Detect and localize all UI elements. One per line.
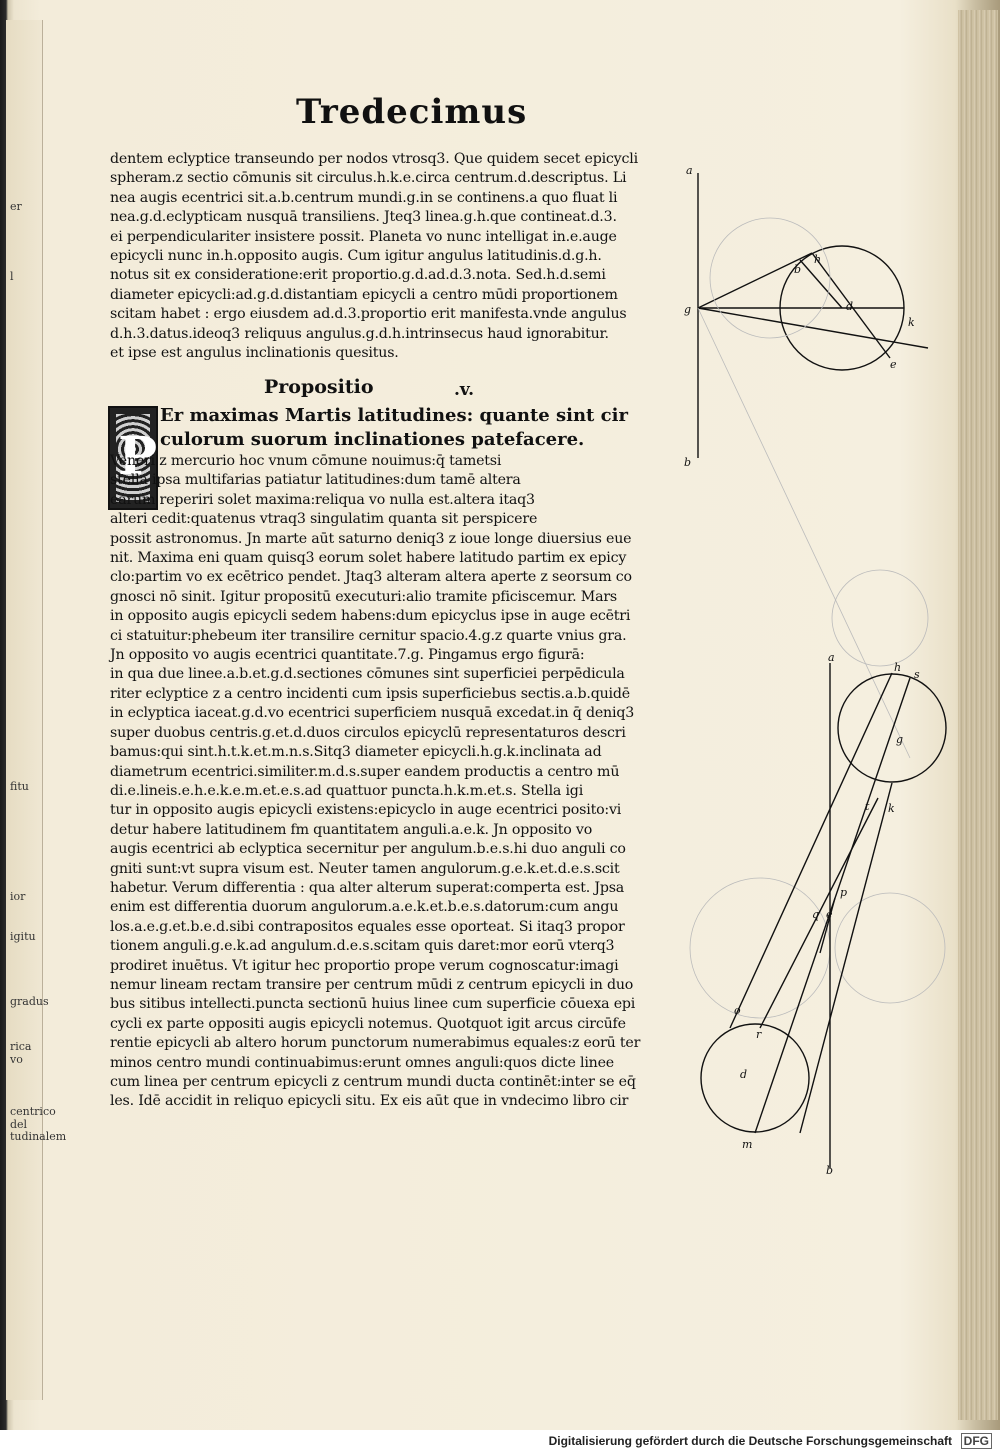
text-line: nemur lineam rectam transire per centrum mūdi z centrum epicycli in duo bbox=[110, 976, 634, 993]
text-line: prodiret inuētus. Vt igitur hec proportio prope verum cognoscatur:imagi bbox=[110, 957, 619, 974]
text-line: rentie epicycli ab altero horum punctorum numerabimus equales:z eorū ter bbox=[110, 1035, 641, 1052]
text-line: detur habere latitudinem fm quantitatem anguli.a.e.k. Jn opposito vo bbox=[110, 821, 593, 838]
fig2-label: p bbox=[840, 886, 848, 899]
fig2-label: d bbox=[740, 1068, 748, 1081]
fig1-label: a bbox=[686, 164, 693, 177]
text-line: bamus:qui sint.h.t.k.et.m.n.s.Sitq3 diameter epicycli.h.g.k.inclinata ad bbox=[110, 744, 602, 761]
diagram-labels bbox=[684, 164, 920, 1177]
text-line: spheram.z sectio cōmunis sit circulus.h.k.e.circa centrum.d.descriptus. Li bbox=[110, 170, 627, 187]
text-line: d.h.3.datus.ideoq3 reliquus angulus.g.d.h.intrinsecus haud ignorabitur. bbox=[110, 325, 609, 342]
text-line: diameter epicycli:ad.g.d.distantiam epicycli a centro mūdi proportionem bbox=[110, 286, 618, 303]
facing-fragment: centrico del bbox=[10, 1105, 56, 1131]
facing-fragment: rica vo bbox=[10, 1040, 32, 1066]
text-line: nea.g.d.eclypticam nusquā transiliens. Jteq3 linea.g.h.que contineat.d.3. bbox=[110, 209, 617, 226]
text-line: Veneri z mercurio hoc vnum cōmune nouimus:q̄ tametsi bbox=[110, 453, 502, 469]
text-line: super duobus centris.g.et.d.duos circulos epicyclū representaturos descri bbox=[110, 724, 626, 741]
fig2-label: a bbox=[828, 651, 835, 664]
paragraph-1 bbox=[110, 150, 670, 363]
ray-6 bbox=[730, 673, 892, 1028]
fig2-label: e bbox=[826, 908, 833, 921]
text-line: riter eclyptice z a centro incidenti cum ipsis superficiebus sectis.a.b.quidē bbox=[110, 685, 630, 702]
fig2-label: q bbox=[812, 908, 820, 921]
text-line: epicycli nunc in.h.opposito augis. Cum igitur angulus latitudinis.d.g.h. bbox=[110, 248, 602, 265]
facing-fragment: tudinalem bbox=[10, 1130, 67, 1143]
fig1-label: b bbox=[684, 456, 692, 469]
text-line: scitam habet : ergo eiusdem ad.d.3.proportio erit manifesta.vnde angulus bbox=[110, 306, 627, 323]
text-line: in eclyptica iaceat.g.d.vo ecentrici superficiem nusquā excedat.in q̄ deniq3 bbox=[110, 705, 635, 722]
proposition-number: .v. bbox=[454, 380, 475, 400]
text-line: notus sit ex consideratione:erit proportio.g.d.ad.d.3.nota. Sed.h.d.semi bbox=[110, 267, 606, 284]
text-line: stella ipsa multifarias patiatur latitudines:dum tamē altera bbox=[110, 472, 521, 489]
astronomical-diagram bbox=[660, 158, 960, 1178]
text-line: nit. Maxima eni quam quisq3 eorum solet habere latitudo partim ex epicy bbox=[110, 550, 627, 567]
text-line: cum linea per centrum epicycli z centrum mundi ducta continēt:inter se eq̄ bbox=[110, 1074, 636, 1090]
facing-page-edge bbox=[6, 20, 67, 1400]
text-line: gniti sunt:vt supra visum est. Neuter tamen angulorum.g.e.k.et.d.e.s.scit bbox=[110, 860, 620, 877]
fig2-label: k bbox=[888, 802, 895, 815]
proposition-label: Propositio bbox=[264, 376, 374, 398]
text-line: bus sitibus intellecti.puncta sectionū huius linee cum superficie cōuexa epi bbox=[110, 996, 636, 1013]
book-page-edges bbox=[958, 10, 998, 1420]
text-line: enim est differentia duorum angulorum.a.e.k.et.b.e.s.datorum:cum angu bbox=[110, 899, 619, 916]
facing-fragment: er bbox=[10, 200, 22, 213]
text-line: in opposito augis epicycli sedem habens:dum epicyclus ipse in auge ecētri bbox=[110, 608, 631, 625]
text-line: clo:partim vo ex ecētrico pendet. Jtaq3 alteram altera aperte z seorsum co bbox=[110, 569, 632, 586]
fig1-label: e bbox=[890, 358, 897, 371]
book-page bbox=[40, 8, 958, 1424]
initial-letter: P bbox=[118, 426, 158, 487]
text-line: tur in opposito augis epicycli existens:epicyclo in auge ecentrici posito:vi bbox=[110, 802, 622, 819]
text-line: alteri cedit:quatenus vtraq3 singulatim quanta sit perspicere bbox=[110, 511, 538, 528]
facing-fragment: fitu bbox=[10, 780, 29, 793]
text-line: tionem anguli.g.e.k.ad angulum.d.e.s.scitam quis daret:mor eorū vterq3 bbox=[110, 938, 615, 955]
fig1-label: h bbox=[814, 253, 822, 266]
fig2-label: r bbox=[756, 1028, 762, 1041]
fig2-label: o bbox=[734, 1004, 741, 1017]
facing-fragment: l bbox=[10, 270, 14, 283]
fig2-label: b bbox=[826, 1164, 834, 1177]
ray-1 bbox=[698, 308, 928, 348]
epicycle-circle-2 bbox=[838, 674, 946, 782]
fig2-label: t bbox=[865, 800, 870, 813]
text-line: cycli ex parte oppositi augis epicycli notemus. Quotquot igit arcus circūfe bbox=[110, 1015, 626, 1032]
text-line: in qua due linee.a.b.et.g.d.sectiones cōmunes sint superficiei perpēdicula bbox=[110, 666, 625, 683]
heading-line: Er maximas Martis latitudines: quante sint cir bbox=[160, 405, 628, 426]
faint-construction bbox=[690, 218, 945, 1018]
text-line: Jn opposito vo augis ecentrici quantitate.7.g. Pingamus ergo figurā: bbox=[110, 647, 585, 664]
fig1-label: b bbox=[794, 263, 802, 276]
facing-fragment: igitu bbox=[10, 930, 36, 943]
fig1-label: g bbox=[684, 303, 692, 316]
proposition-heading bbox=[160, 404, 720, 452]
fig2-label: s bbox=[914, 668, 920, 681]
fig2-label: g bbox=[896, 733, 904, 746]
text-line: ci statuitur:phebeum iter transilire cernitur spacio.4.g.z quarte vnius gra. bbox=[110, 627, 627, 644]
text-line: diametrum ecentrici.similiter.m.d.s.super eandem productis a centro mū bbox=[110, 763, 620, 780]
text-line: nea augis ecentrici sit.a.b.centrum mundi.g.in se continens.a quo fluat li bbox=[110, 189, 618, 206]
text-line: dentem eclyptice transeundo per nodos vtrosq3. Que quidem secet epicycli bbox=[110, 151, 638, 167]
text-line: et ipse est angulus inclinationis quesitus. bbox=[110, 345, 399, 362]
epicycle-circle-3 bbox=[701, 1024, 809, 1132]
footer-bar bbox=[0, 1430, 1000, 1452]
paragraph-2 bbox=[110, 452, 670, 1112]
text-line: possit astronomus. Jn marte aūt saturno deniq3 z ioue longe diuersius eue bbox=[110, 530, 632, 547]
fig2-label: h bbox=[894, 661, 902, 674]
text-line: gnosci nō sinit. Igitur propositū executuri:alio tramite pficiscemur. Mars bbox=[110, 588, 617, 605]
heading-line: culorum suorum inclinationes patefacere. bbox=[160, 429, 585, 450]
figure-2 bbox=[701, 663, 946, 1168]
text-line: ei perpendiculariter insistere possit. Planeta vo nunc intelligat in.e.auge bbox=[110, 228, 617, 245]
fig1-label: d bbox=[846, 300, 854, 313]
figure-1 bbox=[698, 173, 928, 458]
text-line: los.a.e.g.et.b.e.d.sibi contrapositos equales esse oporteat. Si itaq3 propor bbox=[110, 918, 625, 935]
text-line: augis ecentrici ab eclyptica secernitur per angulum.b.e.s.hi duo anguli co bbox=[110, 841, 626, 858]
funding-note: Digitalisierung gefördert durch die Deutsche Forschungsgemeinschaft bbox=[548, 1434, 952, 1448]
fig2-label: m bbox=[742, 1138, 753, 1151]
text-line: minos centro mundi continuabimus:erunt omnes anguli:quos dicte linee bbox=[110, 1054, 614, 1071]
ray-8 bbox=[800, 783, 892, 1133]
ray-2 bbox=[698, 253, 812, 308]
fig1-label: k bbox=[908, 316, 915, 329]
running-head: Tredecimus bbox=[296, 92, 528, 132]
text-line: habetur. Verum differentia : qua alter alterum superat:comperta est. Jpsa bbox=[110, 879, 625, 896]
facing-fragment: ior bbox=[10, 890, 26, 903]
facing-fragment: gradus bbox=[10, 995, 49, 1008]
text-line: di.e.lineis.e.h.e.k.e.m.et.e.s.ad quattuor puncta.h.k.m.et.s. Stella igi bbox=[110, 782, 584, 799]
text-line: earum reperiri solet maxima:reliqua vo nulla est.altera itaq3 bbox=[110, 491, 535, 508]
dfg-logo: DFG bbox=[961, 1433, 992, 1449]
text-line: les. Idē accidit in reliquo epicycli situ. Ex eis aūt que in vndecimo libro cir bbox=[110, 1093, 629, 1110]
